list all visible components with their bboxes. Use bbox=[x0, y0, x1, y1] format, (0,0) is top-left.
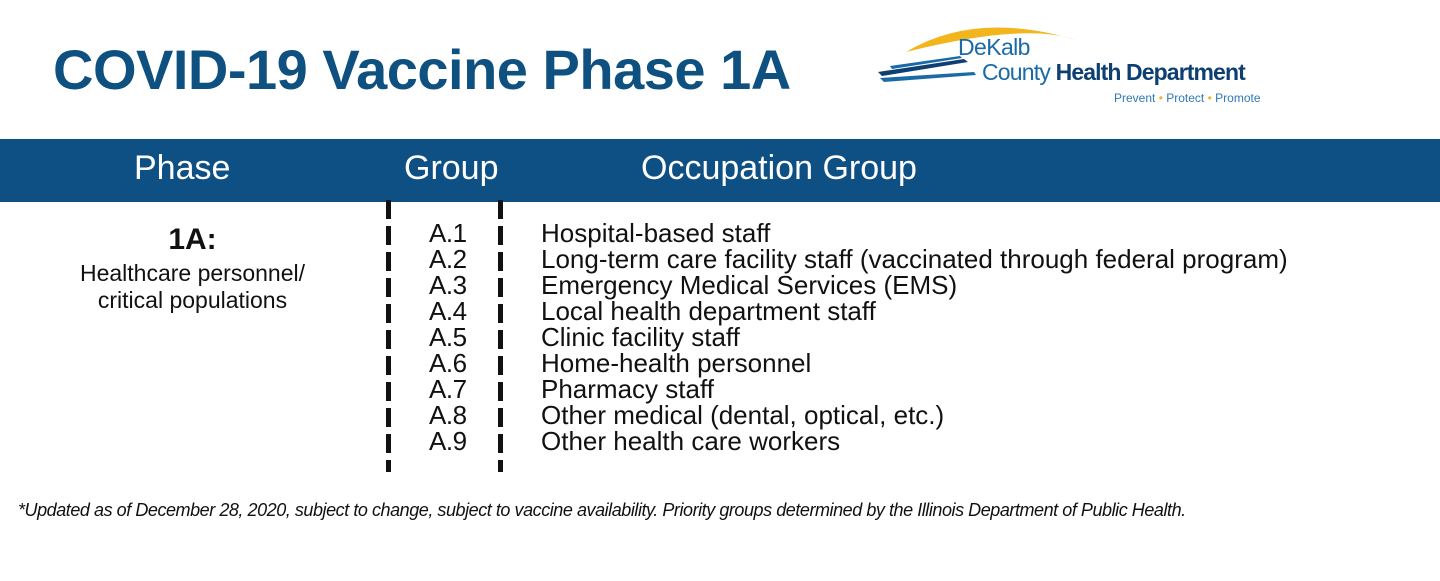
phase-name: 1A: bbox=[168, 223, 217, 256]
group-code-list bbox=[429, 220, 467, 454]
footnote: *Updated as of December 28, 2020, subject to change, subject to vaccine availability. Priority groups determined by the Illinois Department of Public Health. bbox=[18, 500, 1186, 520]
group-code: A.2 bbox=[429, 244, 467, 274]
tagline-word: Promote bbox=[1215, 91, 1261, 105]
occupation-item: Home-health personnel bbox=[541, 348, 812, 378]
tagline-word: Protect bbox=[1166, 91, 1205, 105]
logo-line-dekalb: DeKalb bbox=[958, 34, 1030, 60]
tagline-dot-icon: • bbox=[1207, 91, 1212, 105]
page-title: COVID-19 Vaccine Phase 1A bbox=[53, 38, 791, 101]
occupation-item: Emergency Medical Services (EMS) bbox=[541, 270, 958, 300]
occupation-item: Local health department staff bbox=[541, 296, 876, 326]
phase-description-line: Healthcare personnel/ bbox=[79, 260, 306, 286]
phase-description-line: critical populations bbox=[97, 287, 288, 313]
health-department-logo bbox=[876, 16, 1266, 112]
occupation-list bbox=[541, 220, 1288, 454]
occupation-item: Other medical (dental, optical, etc.) bbox=[541, 400, 945, 430]
tagline-word: Prevent bbox=[1114, 91, 1156, 105]
logo-line-department bbox=[982, 59, 1245, 85]
occupation-item: Other health care workers bbox=[541, 426, 841, 456]
logo-health-department-text: Health Department bbox=[1055, 59, 1245, 85]
occupation-item: Pharmacy staff bbox=[541, 374, 714, 404]
group-code: A.1 bbox=[429, 218, 467, 248]
group-code: A.9 bbox=[429, 426, 467, 456]
group-code: A.5 bbox=[429, 322, 467, 352]
group-code: A.6 bbox=[429, 348, 467, 378]
logo-county-text: County bbox=[982, 59, 1051, 85]
column-divider-left bbox=[386, 200, 391, 472]
group-code: A.8 bbox=[429, 400, 467, 430]
group-code: A.3 bbox=[429, 270, 467, 300]
column-header-occupation: Occupation Group bbox=[641, 149, 917, 187]
phase-cell bbox=[40, 220, 345, 314]
occupation-item: Long-term care facility staff (vaccinated through federal program) bbox=[541, 244, 1288, 274]
logo-tagline bbox=[1114, 91, 1261, 105]
group-code: A.7 bbox=[429, 374, 467, 404]
column-divider-right bbox=[498, 200, 503, 472]
group-code: A.4 bbox=[429, 296, 467, 326]
occupation-item: Hospital-based staff bbox=[541, 218, 771, 248]
tagline-dot-icon: • bbox=[1158, 91, 1163, 105]
occupation-item: Clinic facility staff bbox=[541, 322, 740, 352]
column-header-group: Group bbox=[404, 149, 499, 187]
column-header-phase: Phase bbox=[134, 149, 231, 187]
